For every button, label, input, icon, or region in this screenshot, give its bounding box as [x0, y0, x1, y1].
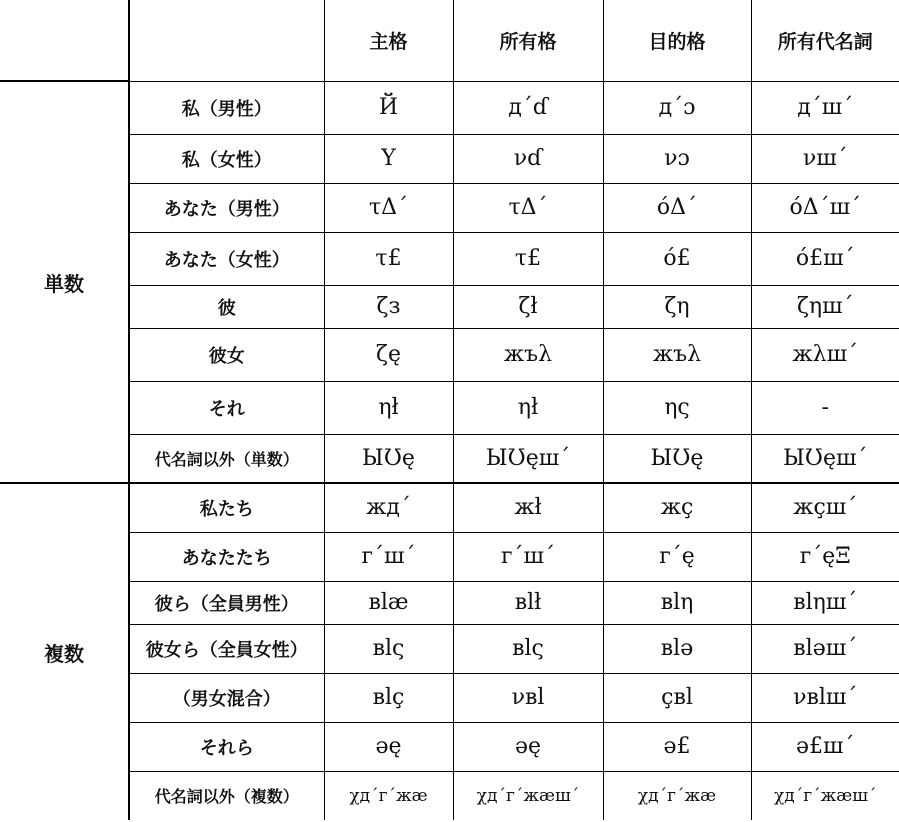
cell-objective: ó£	[603, 232, 751, 285]
table-row	[0, 771, 899, 820]
cell-nominative: Y	[324, 134, 453, 183]
cell-objective: ης	[603, 381, 751, 434]
table-row	[0, 285, 899, 328]
cell-possessive-pronoun: жçш´	[751, 483, 899, 532]
row-label: あなた（女性）	[129, 232, 324, 285]
row-label: 代名詞以外（単数）	[129, 434, 324, 483]
cell-possessive-pronoun: νш´	[751, 134, 899, 183]
cell-possessive: χд´г´жæш´	[453, 771, 603, 820]
cell-possessive: νɗ	[453, 134, 603, 183]
table-row	[0, 532, 899, 581]
row-label: （男女混合）	[129, 673, 324, 722]
cell-objective: д´ɔ	[603, 81, 751, 134]
cell-objective: νɔ	[603, 134, 751, 183]
row-label: 私たち	[129, 483, 324, 532]
cell-possessive: τΔ´	[453, 183, 603, 232]
header-blank-label	[129, 0, 324, 81]
cell-possessive-pronoun: -	[751, 381, 899, 434]
cell-possessive-pronoun: ó£ш´	[751, 232, 899, 285]
table-row	[0, 722, 899, 771]
cell-possessive-pronoun: νвlш´	[751, 673, 899, 722]
cell-possessive: вlł	[453, 581, 603, 624]
row-label: あなた（男性）	[129, 183, 324, 232]
cell-nominative: г´ш´	[324, 532, 453, 581]
cell-possessive: ЫƱęш´	[453, 434, 603, 483]
header-possessive: 所有格	[453, 0, 603, 81]
cell-nominative: ηł	[324, 381, 453, 434]
cell-nominative: вlς	[324, 624, 453, 673]
cell-possessive-pronoun: жλш´	[751, 328, 899, 381]
header-blank-group	[0, 0, 129, 81]
table-row	[0, 183, 899, 232]
cell-possessive: жъλ	[453, 328, 603, 381]
table-row	[0, 581, 899, 624]
cell-nominative: вlç	[324, 673, 453, 722]
cell-objective: ζη	[603, 285, 751, 328]
cell-objective: вlη	[603, 581, 751, 624]
cell-possessive-pronoun: ζηш´	[751, 285, 899, 328]
row-label: 彼ら（全員男性）	[129, 581, 324, 624]
cell-possessive: ηł	[453, 381, 603, 434]
row-label: 私（女性）	[129, 134, 324, 183]
cell-nominative: ЫƱę	[324, 434, 453, 483]
table-row	[0, 134, 899, 183]
cell-possessive: жł	[453, 483, 603, 532]
cell-possessive-pronoun: χд´г´жæш´	[751, 771, 899, 820]
table-row	[0, 232, 899, 285]
cell-nominative: ζę	[324, 328, 453, 381]
table-row	[0, 624, 899, 673]
cell-objective: жъλ	[603, 328, 751, 381]
group-label-plural: 複数	[0, 483, 129, 820]
cell-possessive: ζł	[453, 285, 603, 328]
cell-nominative: вlæ	[324, 581, 453, 624]
header-nominative: 主格	[324, 0, 453, 81]
header-objective: 目的格	[603, 0, 751, 81]
cell-nominative: ζз	[324, 285, 453, 328]
cell-possessive-pronoun: ə£ш´	[751, 722, 899, 771]
row-label: 彼女ら（全員女性）	[129, 624, 324, 673]
row-label: あなたたち	[129, 532, 324, 581]
cell-possessive: г´ш´	[453, 532, 603, 581]
cell-possessive-pronoun: ЫƱęш´	[751, 434, 899, 483]
cell-nominative: əę	[324, 722, 453, 771]
cell-objective: óΔ´	[603, 183, 751, 232]
cell-objective: г´ę	[603, 532, 751, 581]
cell-possessive: νвl	[453, 673, 603, 722]
cell-possessive: д´ɗ	[453, 81, 603, 134]
table-row	[0, 328, 899, 381]
cell-objective: вlə	[603, 624, 751, 673]
table-row	[0, 483, 899, 532]
row-label: それら	[129, 722, 324, 771]
table-row	[0, 381, 899, 434]
cell-possessive-pronoun: вlηш´	[751, 581, 899, 624]
row-label: 代名詞以外（複数）	[129, 771, 324, 820]
cell-possessive: вlς	[453, 624, 603, 673]
cell-possessive-pronoun: óΔ´ш´	[751, 183, 899, 232]
row-label: 彼	[129, 285, 324, 328]
cell-objective: χд´г´жæ	[603, 771, 751, 820]
cell-nominative: τ£	[324, 232, 453, 285]
cell-objective: ЫƱę	[603, 434, 751, 483]
cell-objective: жç	[603, 483, 751, 532]
table-row	[0, 434, 899, 483]
cell-possessive-pronoun: г´ęΞ	[751, 532, 899, 581]
cell-objective: ə£	[603, 722, 751, 771]
table-row	[0, 81, 899, 134]
cell-possessive-pronoun: вləш´	[751, 624, 899, 673]
cell-possessive: əę	[453, 722, 603, 771]
cell-possessive: τ£	[453, 232, 603, 285]
cell-objective: çвl	[603, 673, 751, 722]
row-label: 私（男性）	[129, 81, 324, 134]
cell-possessive-pronoun: д´ш´	[751, 81, 899, 134]
table-row	[0, 673, 899, 722]
row-label: 彼女	[129, 328, 324, 381]
cell-nominative: жд´	[324, 483, 453, 532]
cell-nominative: τΔ´	[324, 183, 453, 232]
row-label: それ	[129, 381, 324, 434]
group-label-singular: 単数	[0, 81, 129, 483]
header-row	[0, 0, 899, 81]
cell-nominative: χд´г´жæ	[324, 771, 453, 820]
header-possessive-pronoun: 所有代名詞	[751, 0, 899, 81]
cell-nominative: Й	[324, 81, 453, 134]
